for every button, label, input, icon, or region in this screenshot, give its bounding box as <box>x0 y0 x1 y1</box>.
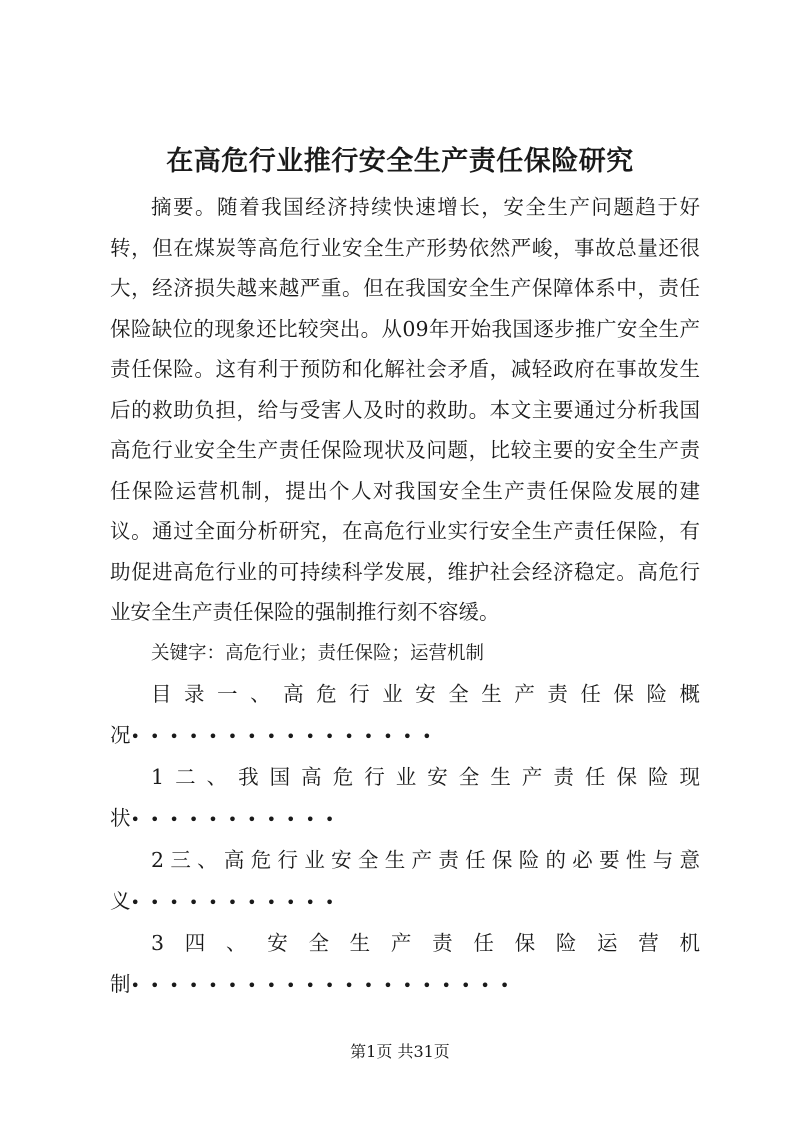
toc-entry-tail: 义 <box>110 888 131 913</box>
toc-entry-tail: 况 <box>110 722 131 747</box>
toc-leader-dots: ••••••••••• <box>130 809 345 829</box>
toc-entry-text: 目录一、高危行业安全生产责任保险概 <box>151 681 700 706</box>
toc-entry-text: 3四、安全生产责任保险运营机 <box>151 930 700 955</box>
toc-leader-dots: •••••••••••••••••••• <box>130 975 520 995</box>
document-title: 在高危行业推行安全生产责任保险研究 <box>166 146 634 177</box>
toc-entry-text: 2三、高危行业安全生产责任保险的必要性与意 <box>151 847 700 872</box>
toc-entry-1[interactable] <box>110 674 700 757</box>
toc-entry-4[interactable] <box>110 923 700 1006</box>
table-of-contents <box>110 674 700 1006</box>
abstract-paragraph: 摘要。随着我国经济持续快速增长，安全生产问题趋于好转，但在煤炭等高危行业安全生产形势依然严峻，事故总量还很大，经济损失越来越严重。但在我国安全生产保障体系中，责任保险缺位的现象还比较突出。从09年开始我国逐步推广安全生产责任保险。这有利于预防和化解社会矛盾，减轻政府在事故发生后的救助负担，给与受害人及时的救助。本文主要通过分析我国高危行业安全生产责任保险现状及问题，比较主要的安全生产责任保险运营机制，提出个人对我国安全生产责任保险发展的建议。通过全面分析研究，在高危行业实行安全生产责任保险，有助促进高危行业的可持续科学发展，维护社会经济稳定。高危行业安全生产责任保险的强制推行刻不容缓。 <box>110 195 700 624</box>
page-footer: 第1页 共31页 <box>350 1042 450 1061</box>
toc-entry-tail: 制 <box>110 971 131 996</box>
toc-entry-2[interactable] <box>110 757 700 840</box>
toc-entry-3[interactable] <box>110 840 700 923</box>
keywords-line: 关键字：高危行业；责任保险；运营机制 <box>151 642 485 664</box>
document-body <box>110 187 700 1006</box>
toc-entry-text: 1二、我国高危行业安全生产责任保险现 <box>151 764 700 789</box>
toc-entry-tail: 状 <box>110 805 131 830</box>
toc-leader-dots: ••••••••••• <box>130 892 345 912</box>
toc-leader-dots: •••••••••••••••• <box>130 726 442 746</box>
